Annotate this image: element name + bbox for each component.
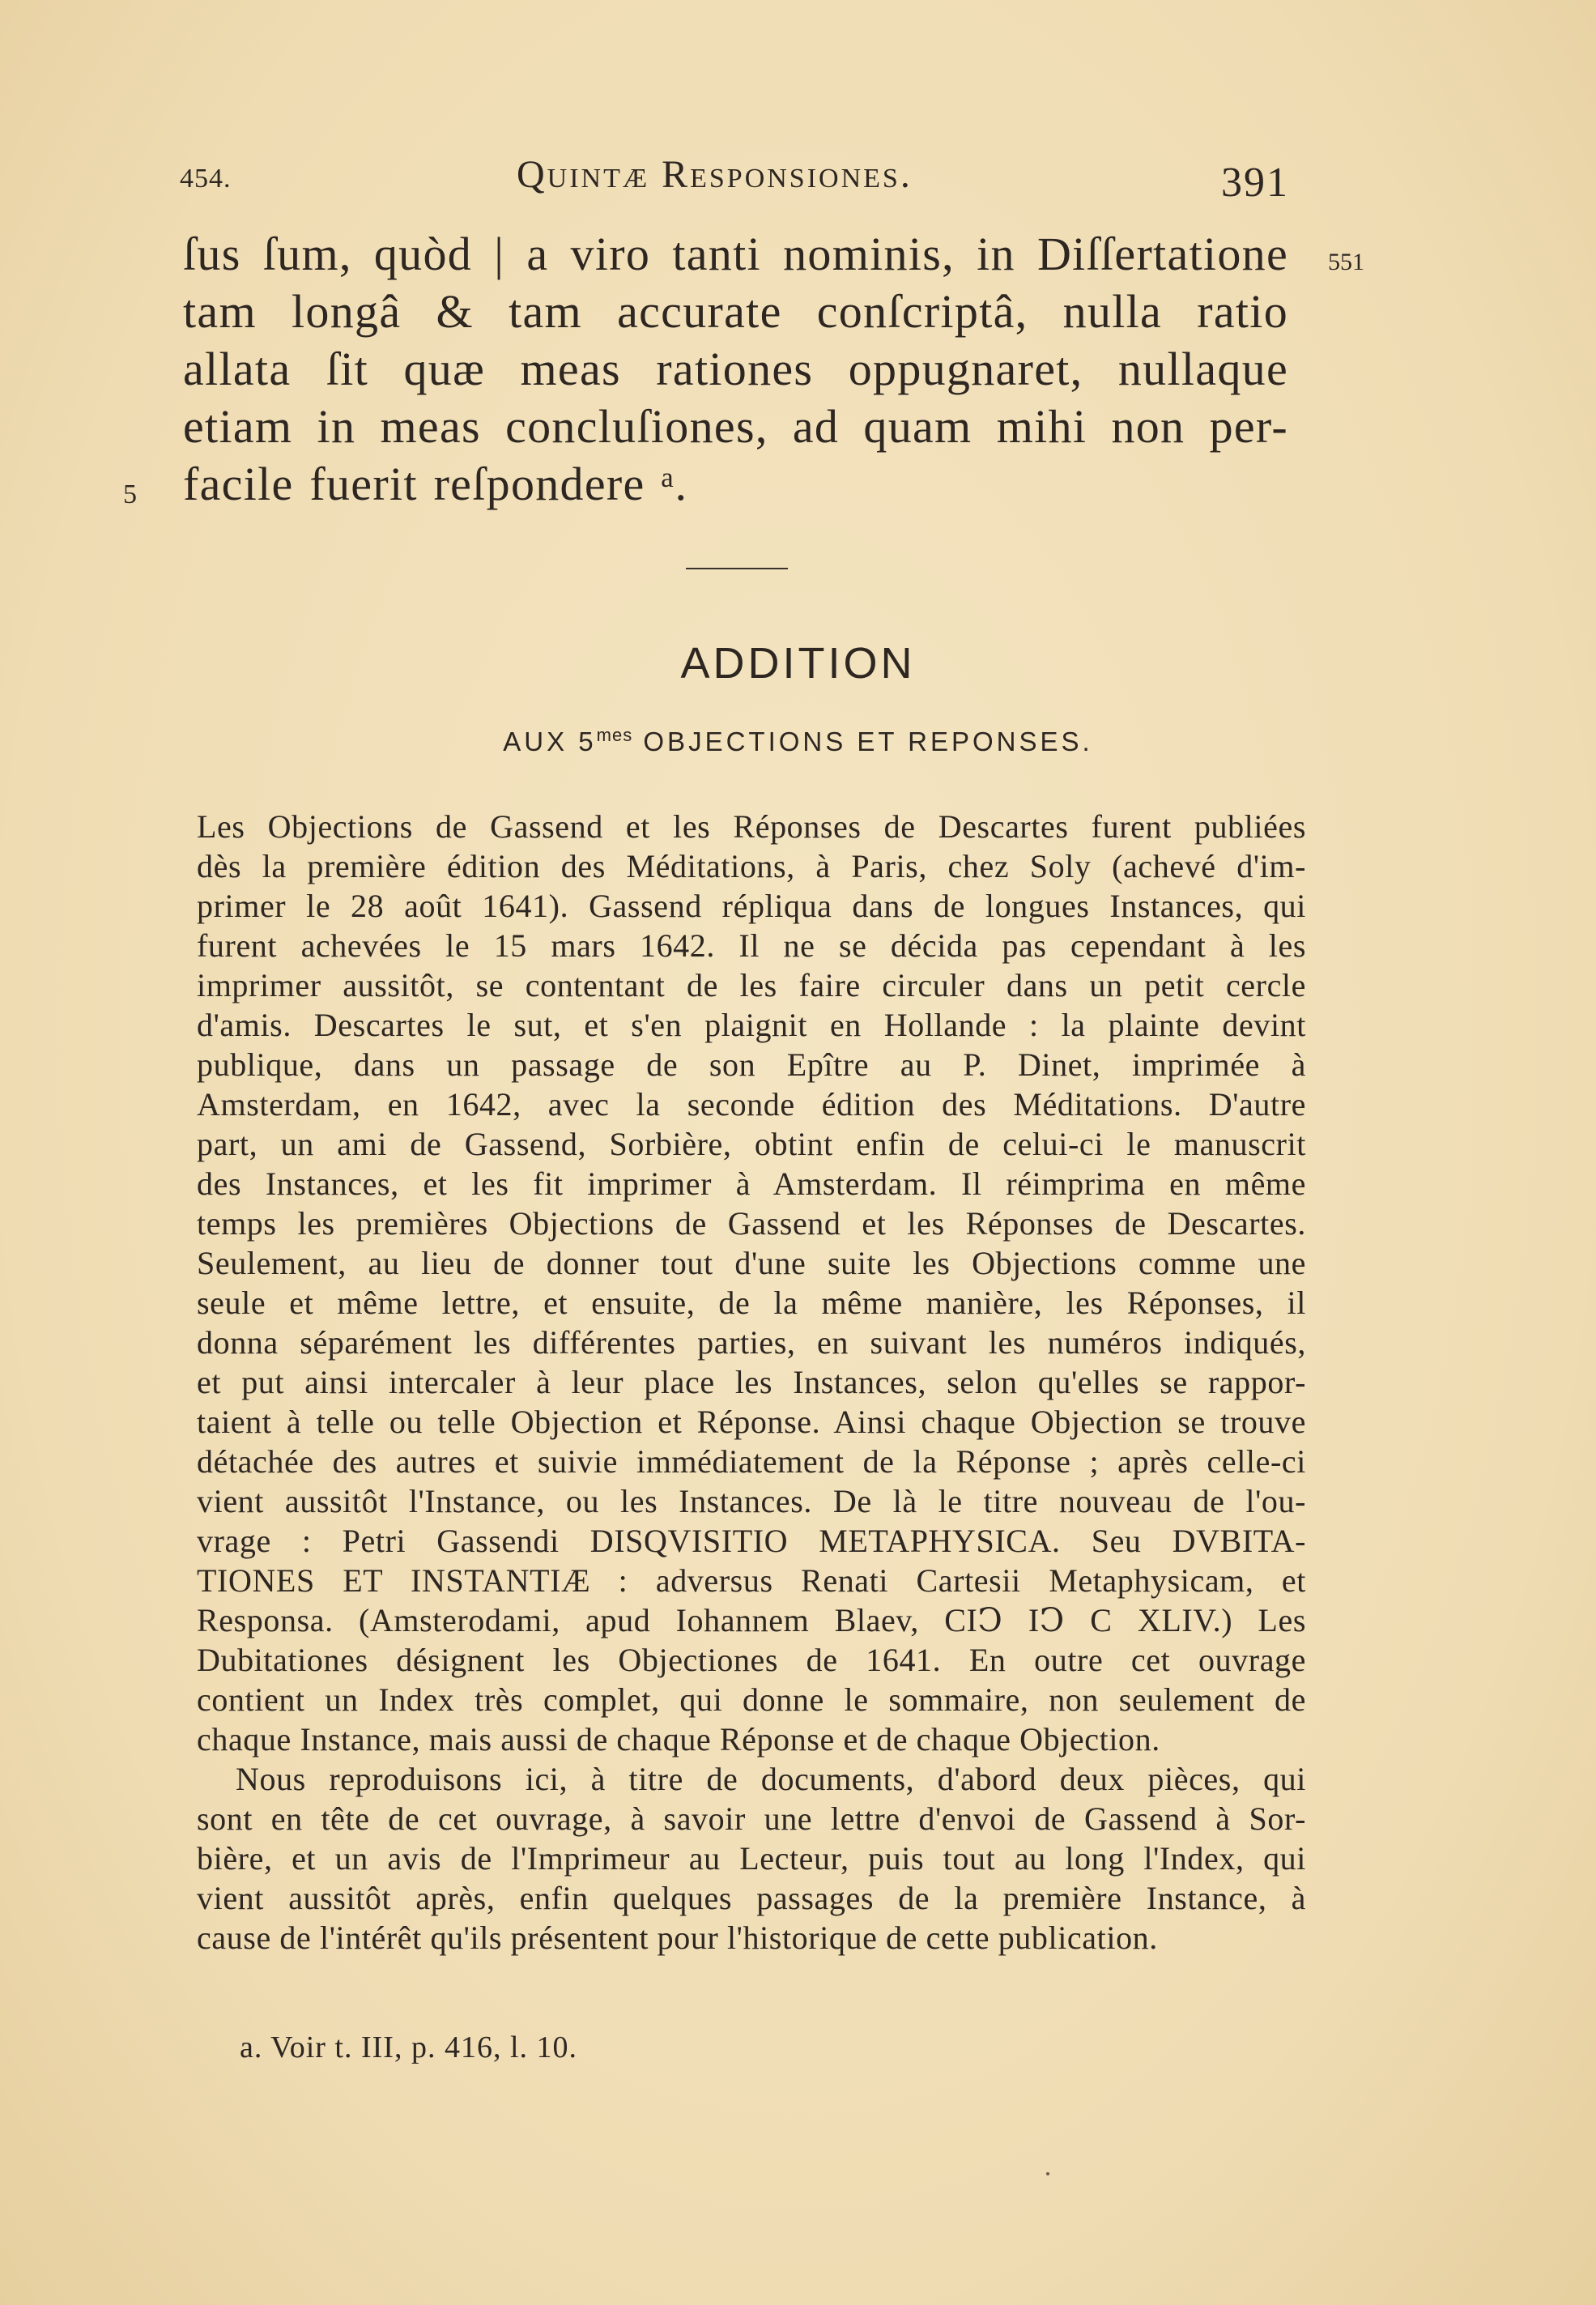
body-line: taient à telle ou telle Objection et Réponse. Ainsi chaque Objection se trouve [197,1404,1306,1440]
margin-reference: 551 [1328,249,1364,275]
latin-line: allata ſit quæ meas rationes oppugnaret, nullaque [183,343,1288,395]
body-line: donna séparément les différentes parties, en suivant les numéros indiqués, [197,1324,1306,1361]
body-line: TIONES ET INSTANTIÆ : adversus Renati Cartesii Metaphysicam, et [197,1562,1306,1599]
latin-line: tam longâ & tam accurate conſcriptâ, nulla ratio [183,285,1288,338]
body-line: vrage : Petri Gassendi DISQVISITIO METAPHYSICA. Seu DVBITA- [197,1523,1306,1559]
body-line: des Instances, et les fit imprimer à Amsterdam. Il réimprima en même [197,1165,1306,1202]
page-number-left: 454. [180,164,232,194]
body-line: publique, dans un passage de son Epître au P. Dinet, imprimée à [197,1046,1306,1083]
addition-body [197,807,1306,1958]
body-line: Amsterdam, en 1642, avec la seconde édition des Méditations. D'autre [197,1086,1306,1123]
subtitle-post: OBJECTIONS ET REPONSES. [643,726,1093,756]
subtitle-pre: AUX 5 [503,726,597,756]
latin-passage [183,225,1288,513]
body-line: contient un Index très complet, qui donne le sommaire, non seulement de [197,1681,1306,1718]
body-line: temps les premières Objections de Gassend et les Réponses de Descartes. [197,1205,1306,1242]
page-number-right: 391 [1221,160,1289,206]
page-header [180,152,1289,209]
addition-subtitle [0,725,1596,757]
body-line: seule et même lettre, et ensuite, de la même manière, les Réponses, il [197,1285,1306,1321]
body-line: part, un ami de Gassend, Sorbière, obtint enfin de celui-ci le manuscrit [197,1126,1306,1162]
running-title: Quintæ Responsiones. [517,153,913,196]
body-line: sont en tête de cet ouvrage, à savoir une lettre d'envoi de Gassend à Sor- [197,1800,1306,1837]
body-line: furent achevées le 15 mars 1642. Il ne se décida pas cependant à les [197,927,1306,964]
body-line: d'amis. Descartes le sut, et s'en plaignit en Hollande : la plainte devint [197,1007,1306,1043]
body-line: Seulement, au lieu de donner tout d'une suite les Objections comme une [197,1245,1306,1281]
body-line: bière, et un avis de l'Imprimeur au Lecteur, puis tout au long l'Index, qui [197,1840,1306,1877]
body-line: Les Objections de Gassend et les Réponses de Descartes furent publiées [197,808,1306,845]
body-line: Dubitationes désignent les Objectiones de 1641. En outre cet ouvrage [197,1642,1306,1678]
latin-line: facile fuerit reſpondere ᵃ. [183,458,688,510]
body-line: imprimer aussitôt, se contentant de les faire circuler dans un petit cercle [197,967,1306,1003]
section-divider [686,568,788,569]
body-line: Responsa. (Amsterodami, apud Iohannem Blaev, CIↃ IↃ C XLIV.) Les [197,1602,1306,1638]
line-number: 5 [123,479,137,509]
body-line: primer le 28 août 1641). Gassend répliqua dans de longues Instances, qui [197,888,1306,924]
body-line: Nous reproduisons ici, à titre de documents, d'abord deux pièces, qui [236,1761,1306,1797]
body-line: cause de l'intérêt qu'ils présentent pour l'historique de cette publication. [197,1919,1158,1956]
body-line: et put ainsi intercaler à leur place les Instances, selon qu'elles se rappor- [197,1364,1306,1400]
latin-line: ſus ſum, quòd | a viro tanti nominis, in Diſſertatione [183,228,1288,280]
body-line: dès la première édition des Méditations, à Paris, chez Soly (achevé d'im- [197,848,1306,884]
body-line: vient aussitôt l'Instance, ou les Instances. De là le titre nouveau de l'ou- [197,1483,1306,1519]
body-line: chaque Instance, mais aussi de chaque Réponse et de chaque Objection. [197,1721,1160,1758]
body-line: vient aussitôt après, enfin quelques passages de la première Instance, à [197,1880,1306,1916]
footnote: a. Voir t. III, p. 416, l. 10. [240,2030,578,2064]
subtitle-superscript: mes [596,725,633,745]
addition-title: ADDITION [680,639,916,688]
latin-line: etiam in meas concluſiones, ad quam mihi non per- [183,400,1288,453]
paper-speck [1046,2172,1049,2175]
body-line: détachée des autres et suivie immédiatement de la Réponse ; après celle-ci [197,1443,1306,1480]
